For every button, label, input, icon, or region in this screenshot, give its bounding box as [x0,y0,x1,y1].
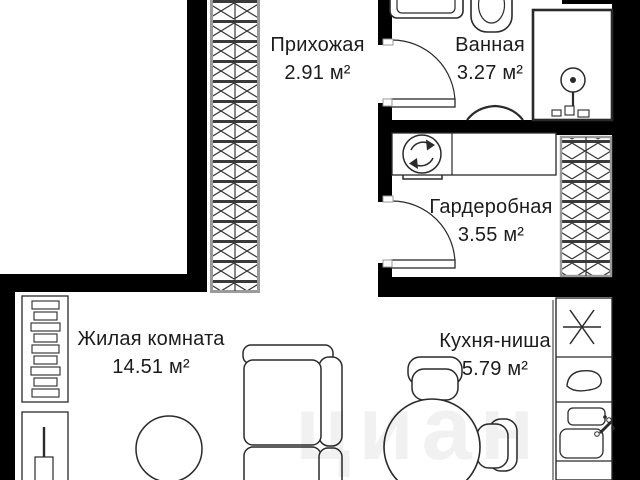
bath-sink-icon [390,0,463,18]
room-label-wardrobe [415,193,567,249]
room-label-living [72,325,230,381]
room-label-bathroom [428,31,552,87]
room-area: 2.91 м² [284,62,351,84]
floor-lamp-icon [22,412,68,480]
closet-hatch-strip-wardrobe [560,136,612,277]
room-area: 14.51 м² [112,356,190,378]
toilet-icon [471,0,512,32]
radiator-icon [22,296,68,402]
room-name: Кухня-ниша [439,330,551,352]
room-name: Жилая комната [77,328,225,350]
room-area: 5.79 м² [461,358,529,380]
round-table-icon [136,416,202,480]
towel-shelf-icon [467,106,523,120]
room-label-kitchen [424,327,566,383]
room-area: 3.55 м² [457,224,525,246]
room-name: Ванная [455,34,525,56]
room-label-hallway [250,31,385,87]
room-area: 3.27 м² [456,62,524,84]
dining-table-icon [384,399,480,480]
chair-icon-right [477,419,517,471]
room-name: Гардеробная [429,196,553,218]
room-name: Прихожая [270,34,365,56]
sofa-icon [243,345,342,480]
